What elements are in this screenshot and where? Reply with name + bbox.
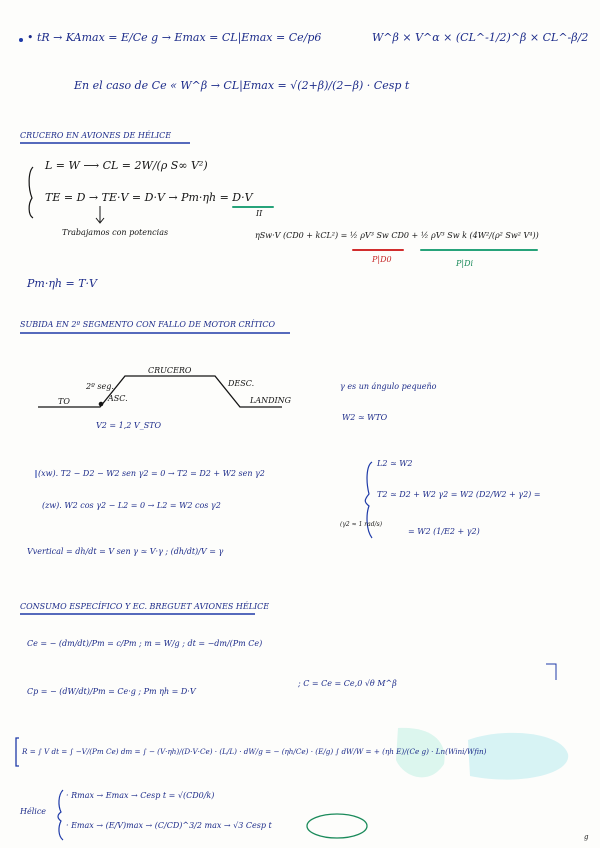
thrust-equals-drag: TE = D → TE·V = D·V → Pm·ηh = D·V [45,191,253,204]
cp-definition: Cp = − (dW/dt)/Pm = Ce·g ; Pm ηh = D·V [27,687,196,696]
section-title-crucero: CRUCERO EN AVIONES DE HÉLICE [20,131,172,140]
helice-label: Hélice [20,807,47,816]
power-balance-equation: ηSw·V (CD0 + kCL²) = ½ ρV³ Sw CD0 + ½ ρV³ Sw k (4W²/(ρ² Sw² V⁴)) [255,231,539,240]
section-title-consumo: CONSUMO ESPECÍFICO Y EC. BREGUET AVIONES HÉLICE [20,602,270,611]
case-formula: En el caso de Ce « W^β → CL|Emax = √(2+β)/(2−β) · Cesp t [74,79,410,92]
helice-rmax: · Rmax → Emax → Cesp t = √(CD0/k) [66,791,215,800]
section-title-subida: SUBIDA EN 2º SEGMENTO CON FALLO DE MOTOR CRÍTICO [20,320,276,329]
v2-relation: V2 = 1,2 V_STO [96,421,162,430]
p-d0-label: P|D0 [372,255,392,264]
helice-emax: · Emax → (E/V)max → (C/CD)^3/2 max → √3 Cesp t [66,821,272,830]
ce-definition: Ce = − (dm/dt)/Pm = c/Pm ; m = W/g ; dt = −dm/(Pm Ce) [27,639,263,648]
lift-equals-weight: L = W ⟶ CL = 2W/(ρ S∞ V²) [45,159,208,172]
header-formula-left: • tR → KAmax = E/Ce g → Emax = CL|Emax = Ce/p6 [27,31,322,44]
highlight-underline [232,206,274,208]
diagram-desc-label: DESC. [228,379,255,388]
xw-equation: (xw). T2 − D2 − W2 sen γ2 = 0 → T2 = D2 + W2 sen γ2 [38,469,265,478]
trabajamos-note: Trabajamos con potencias [62,228,169,237]
diagram-to-label: TO [58,397,70,406]
range-equation: R = ∫ V dt = ∫ −V/(Pm Ce) dm = ∫ − (V·ηh)/(D·V·Ce) · (L/L) · dW/g = − (ηh/Ce) · (E/g) ∫ dW/W = + (ηh E)/(Ce g) · Ln(Wini/Wfin) [22,747,487,756]
t2-approx: T2 ≃ D2 + W2 γ2 = W2 (D2/W2 + γ2) = [377,490,541,499]
diagram-crucero-label: CRUCERO [148,366,192,375]
header-formula-right: W^β × V^α × (CL^-1/2)^β × CL^-β/2 [372,31,589,44]
diagram-2seg-label: 2º seg. [86,382,114,391]
zw-equation: (zw). W2 cos γ2 − L2 = 0 → L2 = W2 cos γ2 [42,501,221,510]
green-underline [420,249,538,251]
diagram-asc-label: ASC. [108,394,128,403]
pm-relation: Pm·ηh = T·V [27,277,97,290]
vertical-speed: Vvertical = dh/dt = V sen γ ≃ V·γ ; (dh/dt)/V = γ [27,547,224,556]
red-underline [352,249,404,251]
page-mark: g [584,833,589,841]
p-di-label: P|Di [456,259,474,268]
cp-formula: ; C = Ce = Ce,0 √θ M^β [298,679,397,688]
diagram-landing-label: LANDING [250,396,292,405]
gamma-note: γ es un ángulo pequeño [340,382,437,391]
small-note: (γ2 ≈ 1 rad/s) [340,521,383,528]
t2-result: = W2 (1/E2 + γ2) [408,527,480,536]
mark-ii: II [256,209,263,218]
l2-approx: L2 ≃ W2 [377,459,413,468]
w2-approx: W2 ≃ WTO [342,413,388,422]
